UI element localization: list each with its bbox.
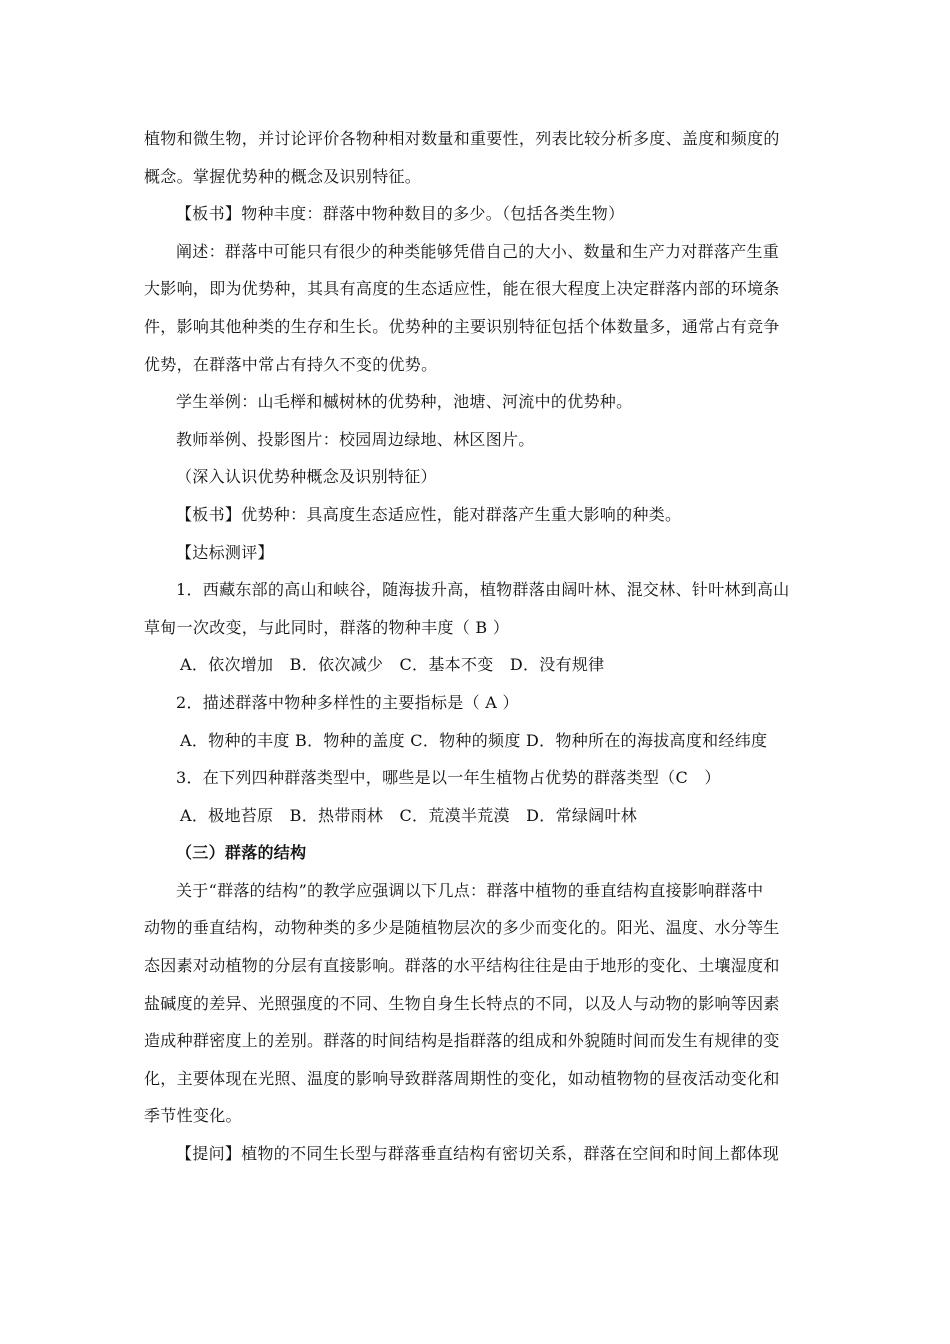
question-1-continued: 草甸一次改变，与此同时，群落的物种丰度（ B ） [144,617,510,637]
question-3: 3．在下列四种群落类型中，哪些是以一年生植物占优势的群落类型（C ） [176,768,721,788]
paragraph-line: 植物和微生物，并讨论评价各物种相对数量和重要性，列表比较分析多度、盖度和频度的 [144,129,780,148]
paragraph-line: 关于“群落的结构”的教学应强调以下几点：群落中植物的垂直结构直接影响群落中 [176,880,764,900]
question-2-options: A．物种的丰度 B．物种的盖度 C．物种的频度 D．物种所在的海拔高度和经纬度 [180,730,768,750]
document-body [144,120,812,1173]
paragraph-line: 大影响，即为优势种，其具有高度的生态适应性，能在很大程度上决定群落内部的环境条 [144,279,780,299]
board-note-line: 【板书】物种丰度：群落中物种数目的多少。（包括各类生物） [176,204,625,224]
question-2: 2．描述群落中物种多样性的主要指标是（ A ） [176,692,519,712]
paragraph-line: 件，影响其他种类的生存和生长。优势种的主要识别特征包括个体数量多，通常占有竞争 [144,316,780,336]
question-3-options: A．极地苔原 B．热带雨林 C．荒漠半荒漠 D．常绿阔叶林 [180,805,638,825]
paragraph-line: 阐述：群落中可能只有很少的种类能够凭借自己的大小、数量和生产力对群落产生重 [176,241,780,261]
question-1-options: A．依次增加 B．依次减少 C．基本不变 D．没有规律 [180,655,605,675]
paragraph-line: 季节性变化。 [144,1106,242,1126]
board-note-line: 【板书】优势种：具高度生态适应性，能对群落产生重大影响的种类。 [176,504,682,524]
paragraph-line: 概念。掌握优势种的概念及识别特征。 [144,166,422,186]
section-heading: （三）群落的结构 [176,843,307,863]
question-prompt-line: 【提问】植物的不同生长型与群落垂直结构有密切关系，群落在空间和时间上都体现 [176,1144,780,1164]
paragraph-line: （深入认识优势种概念及识别特征） [176,467,437,487]
paragraph-line: 教师举例、投影图片：校园周边绿地、林区图片。 [176,429,535,449]
section-label: 【达标测评】 [176,542,274,562]
question-1: 1．西藏东部的高山和峡谷，随海拔升高，植物群落由阔叶林、混交林、针叶林到高山 [176,580,790,600]
paragraph-line: 学生举例：山毛榉和槭树林的优势种，池塘、河流中的优势种。 [176,392,633,412]
paragraph-line: 态因素对动植物的分层有直接影响。群落的水平结构往往是由于地形的变化、土壤湿度和 [144,956,780,976]
paragraph-line: 盐碱度的差异、光照强度的不同、生物自身生长特点的不同，以及人与动物的影响等因素 [144,993,780,1013]
paragraph-line: 优势，在群落中常占有持久不变的优势。 [144,354,438,374]
paragraph-line: 造成种群密度上的差别。群落的时间结构是指群落的组成和外貌随时间而发生有规律的变 [144,1031,780,1051]
paragraph-line: 动物的垂直结构，动物种类的多少是随植物层次的多少而变化的。阳光、温度、水分等生 [144,918,780,938]
paragraph-line: 化，主要体现在光照、温度的影响导致群落周期性的变化，如动植物物的昼夜活动变化和 [144,1068,780,1088]
